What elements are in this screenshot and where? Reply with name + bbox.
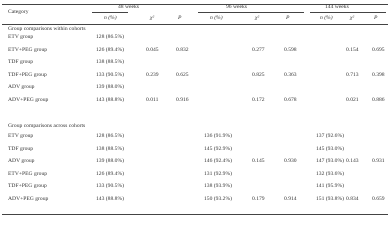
cell-p-w96: 0.363 (284, 71, 297, 78)
cell-chi-w96: 0.179 (252, 195, 265, 202)
table-row (0, 197, 390, 205)
cell-n-w48: 139 (88.0%) (96, 158, 124, 164)
period-header-96: 96 weeks (226, 4, 247, 10)
row-label: ETV+PEG group (8, 46, 48, 53)
table-row (0, 48, 390, 56)
cell-n-w96: 145 (92.9%) (204, 145, 232, 152)
col-p-48: P (178, 15, 182, 21)
table-row (0, 184, 390, 192)
col-chi-144: χ² (350, 15, 355, 21)
row-label: ADV group (8, 158, 35, 164)
cell-chi-w96: 0.825 (252, 71, 265, 78)
cell-p-w96: 0.598 (284, 46, 297, 53)
cell-p-w144: 0.886 (372, 96, 385, 103)
cell-n-w48: 128 (86.5%) (96, 34, 124, 40)
cell-chi-w96: 0.172 (252, 96, 265, 103)
cell-n-w48: 133 (90.5%) (96, 183, 124, 189)
cell-n-w96: 136 (91.9%) (204, 133, 232, 139)
period-rule-48 (92, 12, 128, 13)
row-label: ETV group (8, 133, 34, 139)
cell-p-w48: 0.832 (176, 46, 189, 53)
row-label: ADV+PEG group (8, 96, 49, 103)
cell-chi-w48: 0.045 (146, 46, 159, 53)
row-label: ADV group (8, 84, 35, 90)
row-label: ETV+PEG group (8, 170, 48, 177)
cell-n-w144: 151 (93.8%) (316, 195, 344, 202)
row-label: ETV group (8, 34, 34, 40)
bottom-rule (2, 214, 388, 215)
cell-p-w96: 0.914 (284, 195, 297, 202)
section-title-across: Group comparisons across cohorts (8, 123, 86, 129)
cell-chi-w144: 0.021 (346, 96, 359, 103)
cell-chi-w96: 0.145 (252, 158, 265, 164)
header-bottom-rule (2, 24, 388, 25)
cell-n-w48: 126 (89.4%) (96, 46, 124, 53)
cell-p-w96: 0.678 (284, 96, 297, 103)
period-header-48: 48 weeks (118, 4, 139, 10)
cell-n-w48: 138 (88.5%) (96, 145, 124, 152)
table-row (0, 85, 390, 93)
table-row (0, 60, 390, 68)
cell-n-w48: 143 (88.8%) (96, 96, 124, 103)
cell-chi-w48: 0.011 (146, 96, 159, 103)
cell-p-w144: 0.931 (372, 158, 385, 164)
category-header: Category (8, 9, 29, 15)
cell-n-w144: 137 (92.6%) (316, 133, 344, 139)
table-row (0, 73, 390, 81)
cell-chi-w144: 0.713 (346, 71, 359, 78)
table-row (0, 147, 390, 155)
cell-n-w96: 150 (93.2%) (204, 195, 232, 202)
cell-p-w96: 0.930 (284, 158, 297, 164)
row-label: TDF group (8, 59, 34, 65)
table-row (0, 35, 390, 43)
col-n-96: n (%) (210, 15, 223, 21)
cell-chi-w48: 0.239 (146, 71, 159, 78)
col-n-48: n (%) (104, 15, 117, 21)
cell-p-w144: 0.398 (372, 71, 385, 78)
cell-chi-w96: 0.277 (252, 46, 265, 53)
cell-n-w96: 131 (92.9%) (204, 170, 232, 177)
period-rule-96 (198, 12, 304, 13)
period-header-144: 144 weeks (325, 4, 349, 10)
cell-chi-w144: 0.143 (346, 158, 359, 164)
cell-n-w144: 147 (93.0%) (316, 158, 344, 164)
row-label: ADV+PEG group (8, 195, 49, 202)
table-row (0, 172, 390, 180)
table-row (0, 98, 390, 106)
cell-n-w144: 132 (93.6%) (316, 170, 344, 177)
col-chi-48: χ² (150, 15, 155, 21)
cell-chi-w144: 0.834 (346, 195, 359, 202)
cell-n-w48: 143 (88.8%) (96, 195, 124, 202)
row-label: TDF+PEG group (8, 71, 47, 78)
cell-p-w48: 0.625 (176, 71, 189, 78)
col-p-144: P (374, 15, 378, 21)
col-p-96: P (286, 15, 290, 21)
cell-n-w96: 138 (93.9%) (204, 183, 232, 189)
section-title-within: Group comparisons within cohorts (8, 26, 86, 32)
cell-p-w48: 0.916 (176, 96, 189, 103)
row-label: TDF group (8, 145, 34, 152)
cell-n-w144: 145 (93.0%) (316, 145, 344, 152)
col-n-144: n (%) (320, 15, 333, 21)
cell-n-w144: 141 (95.9%) (316, 183, 344, 189)
cell-chi-w144: 0.154 (346, 46, 359, 53)
period-rule-144 (310, 12, 386, 13)
cell-n-w48: 128 (86.5%) (96, 133, 124, 139)
col-chi-96: χ² (255, 15, 260, 21)
cell-n-w48: 138 (88.5%) (96, 59, 124, 65)
cell-n-w96: 146 (92.4%) (204, 158, 232, 164)
cell-n-w48: 126 (89.4%) (96, 170, 124, 177)
table-row (0, 159, 390, 167)
table-row (0, 134, 390, 142)
cell-p-w144: 0.695 (372, 46, 385, 53)
cell-p-w144: 0.659 (372, 195, 385, 202)
cell-n-w48: 133 (90.5%) (96, 71, 124, 78)
row-label: TDF+PEG group (8, 183, 47, 189)
cell-n-w48: 139 (88.0%) (96, 84, 124, 90)
